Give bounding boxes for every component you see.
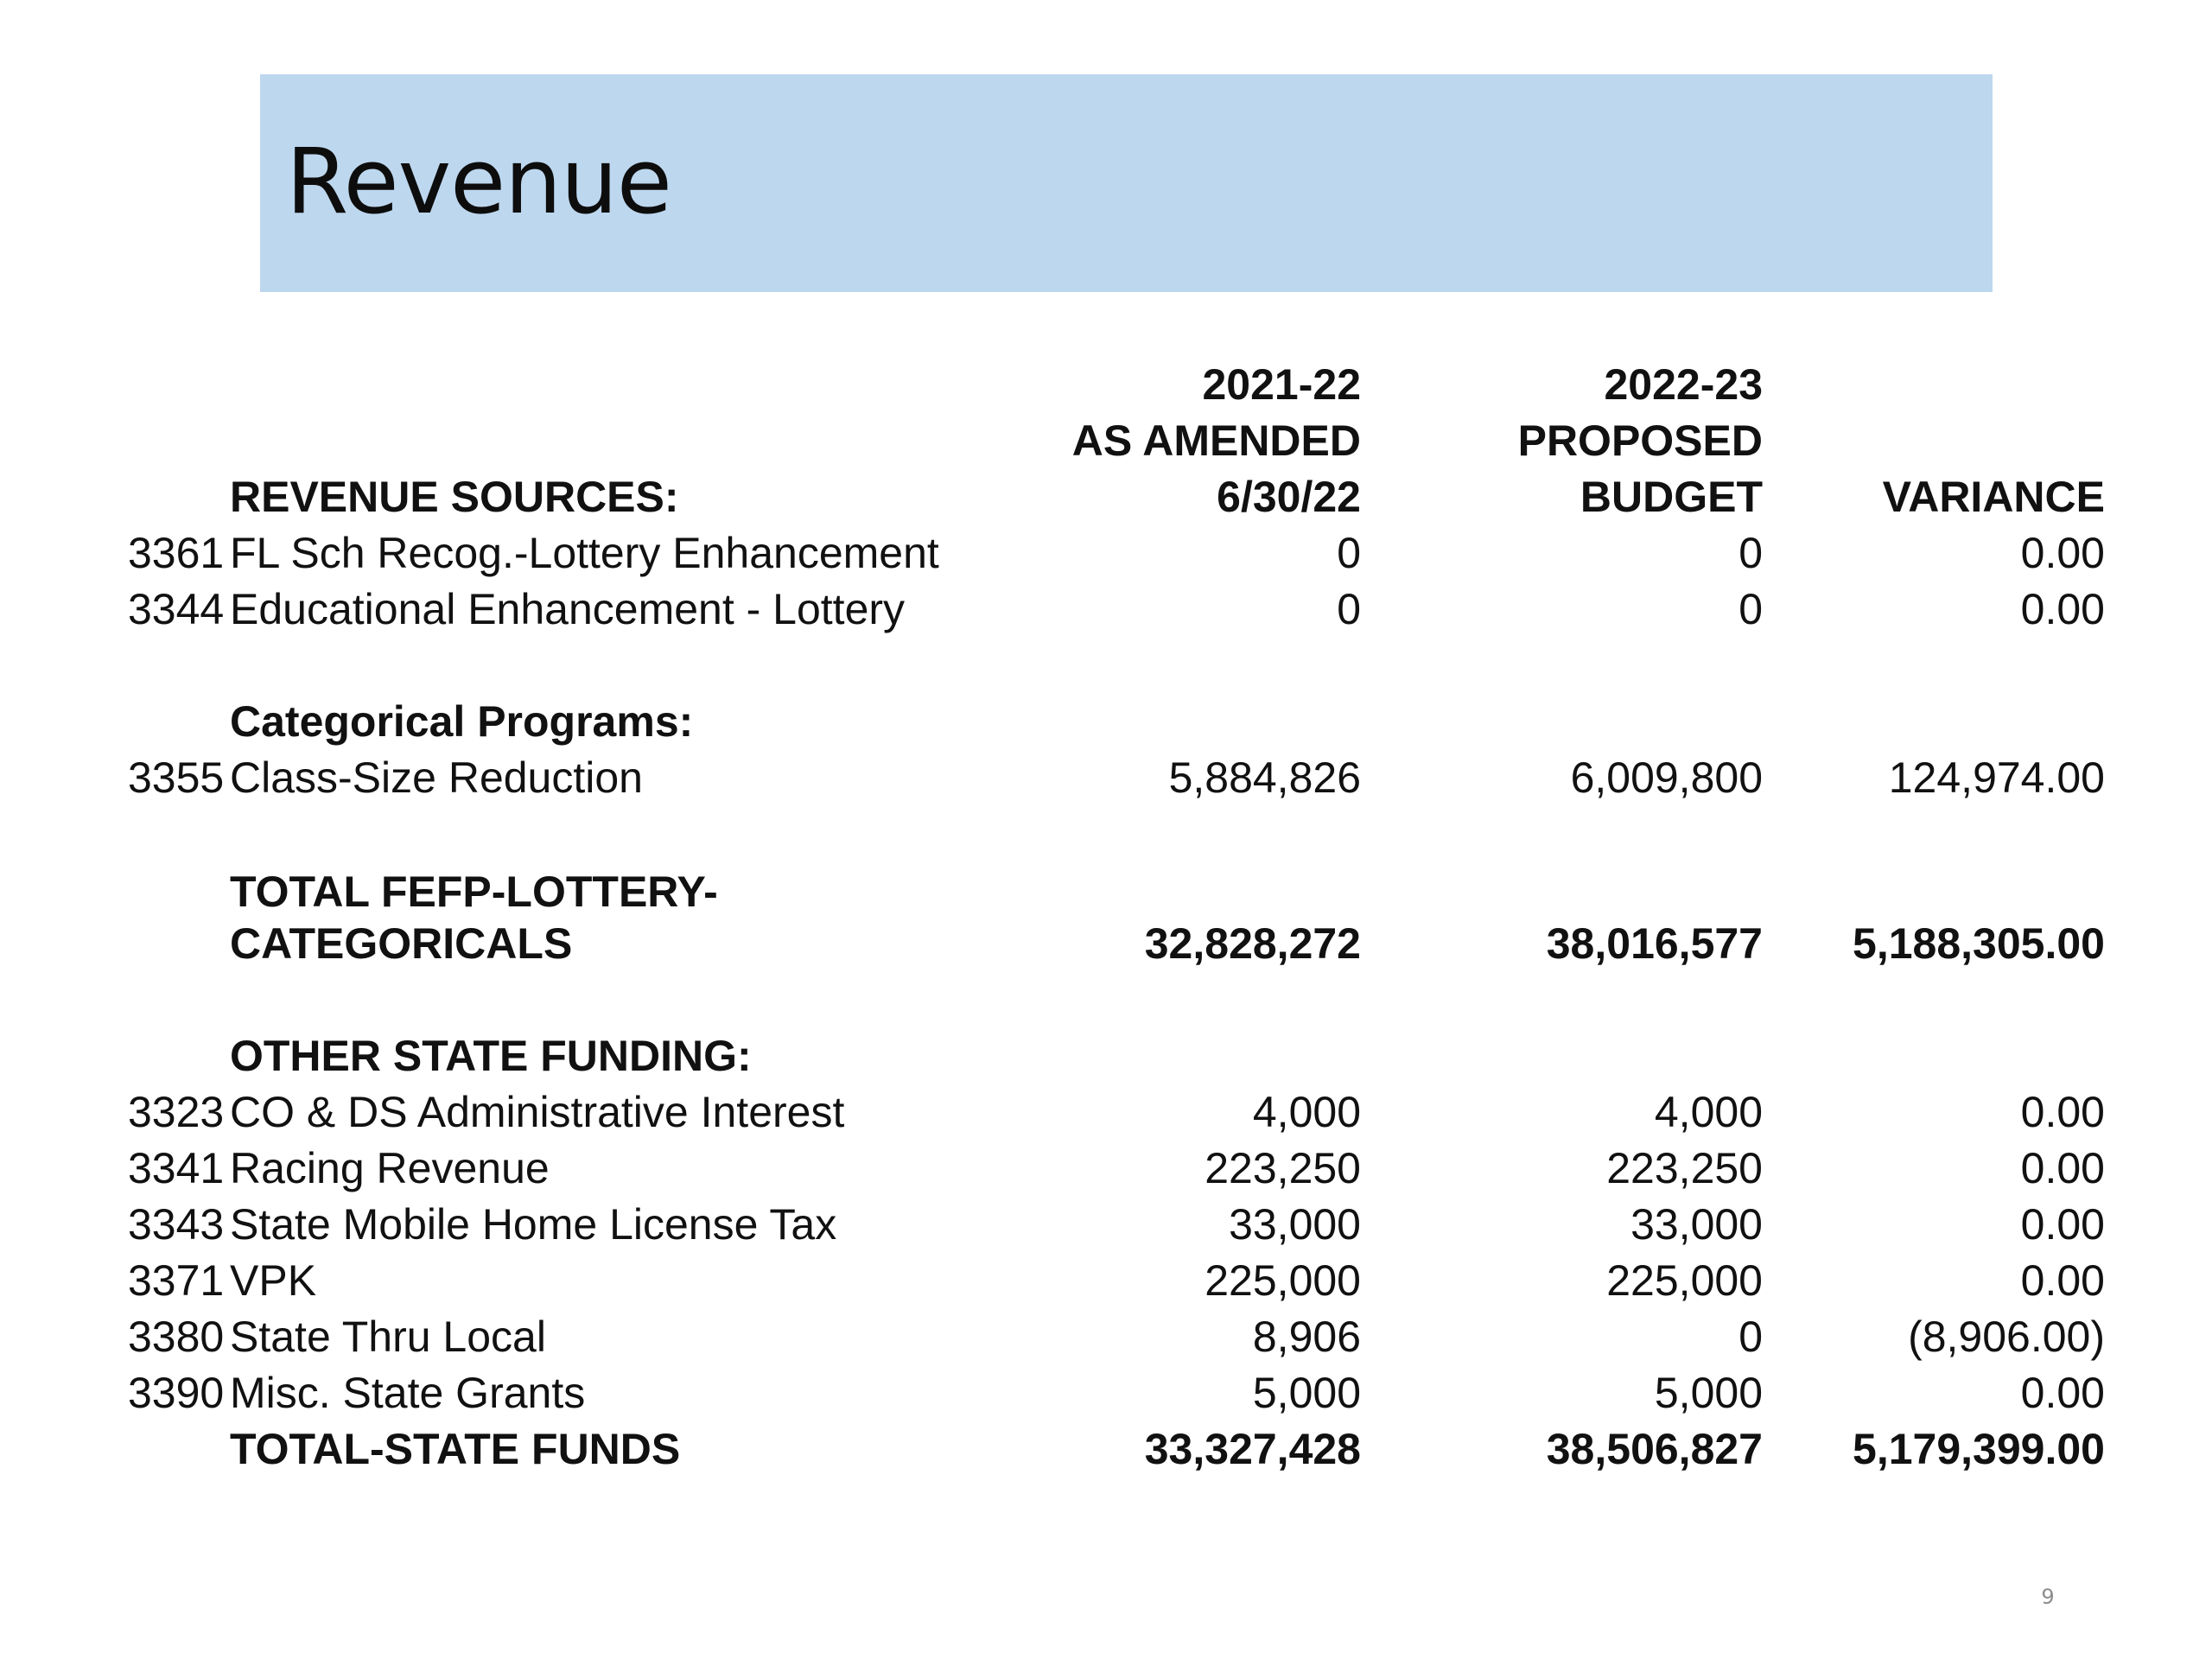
row-amended-value: 5,884,826 (1168, 753, 1361, 802)
total-fefp-proposed: 38,016,577 (1546, 919, 1763, 968)
total-state-funds-label: TOTAL-STATE FUNDS (230, 1425, 681, 1473)
row-label: State Mobile Home License Tax (230, 1200, 837, 1249)
total-state-variance: 5,179,399.00 (1853, 1425, 2105, 1473)
table-row (0, 1253, 2212, 1309)
categorical-programs-heading: Categorical Programs: (230, 697, 694, 746)
page-number: 9 (2041, 1585, 2055, 1609)
row-amended-value: 5,000 (1252, 1369, 1361, 1417)
row-label: State Thru Local (230, 1313, 546, 1361)
total-state-proposed: 38,506,827 (1546, 1425, 1763, 1473)
row-proposed-value: 0 (1738, 1313, 1763, 1361)
row-label: Class-Size Reduction (230, 753, 643, 802)
row-amended-value: 4,000 (1252, 1088, 1361, 1136)
row-variance-value: 0.00 (2020, 1256, 2105, 1305)
table-row (0, 1365, 2212, 1421)
total-fefp-variance: 5,188,305.00 (1853, 919, 2105, 968)
row-variance-value: 0.00 (2020, 585, 2105, 633)
row-amended-value: 8,906 (1252, 1313, 1361, 1361)
amended-header-date: 6/30/22 (1217, 473, 1361, 521)
page-title: Revenue (286, 129, 671, 234)
amended-column-header (998, 357, 1361, 525)
table-row (0, 525, 2212, 582)
row-proposed-value: 0 (1738, 529, 1763, 577)
total-state-amended: 33,327,428 (1144, 1425, 1361, 1473)
row-variance-value: 0.00 (2020, 1369, 2105, 1417)
row-amended-value: 0 (1337, 529, 1361, 577)
row-amended-value: 225,000 (1205, 1256, 1361, 1305)
table-row (0, 1084, 2212, 1141)
other-state-funding-heading: OTHER STATE FUNDING: (230, 1032, 752, 1080)
row-code: 3343 (128, 1200, 225, 1249)
row-variance-value: (8,906.00) (1908, 1313, 2105, 1361)
row-label: VPK (230, 1256, 317, 1305)
table-row (0, 582, 2212, 638)
table-row (0, 1309, 2212, 1365)
total-fefp-row (0, 916, 2212, 972)
row-code: 3361 (128, 529, 225, 577)
row-variance-value: 0.00 (2020, 1088, 2105, 1136)
row-label: FL Sch Recog.-Lottery Enhancement (230, 529, 939, 577)
total-fefp-amended: 32,828,272 (1144, 919, 1361, 968)
row-variance-value: 0.00 (2020, 529, 2105, 577)
variance-column-header (1742, 469, 2105, 525)
title-banner (260, 74, 1993, 292)
proposed-header-year: 2022-23 (1604, 360, 1763, 409)
row-code: 3344 (128, 585, 225, 633)
row-code: 3380 (128, 1313, 225, 1361)
row-code: 3323 (128, 1088, 225, 1136)
row-variance-value: 0.00 (2020, 1144, 2105, 1192)
revenue-sources-heading: REVENUE SOURCES: (230, 473, 679, 521)
row-variance-value: 124,974.00 (1888, 753, 2105, 802)
row-code: 3390 (128, 1369, 225, 1417)
amended-header-status: AS AMENDED (1071, 416, 1361, 465)
row-code: 3371 (128, 1256, 225, 1305)
row-proposed-value: 5,000 (1654, 1369, 1763, 1417)
proposed-header-status: PROPOSED (1517, 416, 1763, 465)
table-row (0, 1141, 2212, 1197)
row-proposed-value: 4,000 (1654, 1088, 1763, 1136)
total-fefp-label-line1: TOTAL FEFP-LOTTERY- (230, 868, 718, 916)
row-proposed-value: 33,000 (1630, 1200, 1763, 1249)
row-code: 3341 (128, 1144, 225, 1192)
row-amended-value: 0 (1337, 585, 1361, 633)
variance-header-label: VARIANCE (1882, 473, 2105, 521)
row-label: CO & DS Administrative Interest (230, 1088, 845, 1136)
row-amended-value: 33,000 (1229, 1200, 1361, 1249)
table-row (0, 1197, 2212, 1253)
row-code: 3355 (128, 753, 225, 802)
row-label: Educational Enhancement - Lottery (230, 585, 906, 633)
row-label: Racing Revenue (230, 1144, 550, 1192)
proposed-header-budget: BUDGET (1580, 473, 1763, 521)
row-proposed-value: 0 (1738, 585, 1763, 633)
total-state-funds-row (0, 1421, 2212, 1478)
row-variance-value: 0.00 (2020, 1200, 2105, 1249)
row-proposed-value: 225,000 (1606, 1256, 1763, 1305)
total-fefp-label-line2: CATEGORICALS (230, 919, 573, 968)
row-proposed-value: 223,250 (1606, 1144, 1763, 1192)
row-proposed-value: 6,009,800 (1570, 753, 1763, 802)
row-label: Misc. State Grants (230, 1369, 586, 1417)
row-amended-value: 223,250 (1205, 1144, 1361, 1192)
proposed-column-header (1400, 357, 1763, 525)
amended-header-year: 2021-22 (1202, 360, 1361, 409)
table-row (0, 750, 2212, 806)
